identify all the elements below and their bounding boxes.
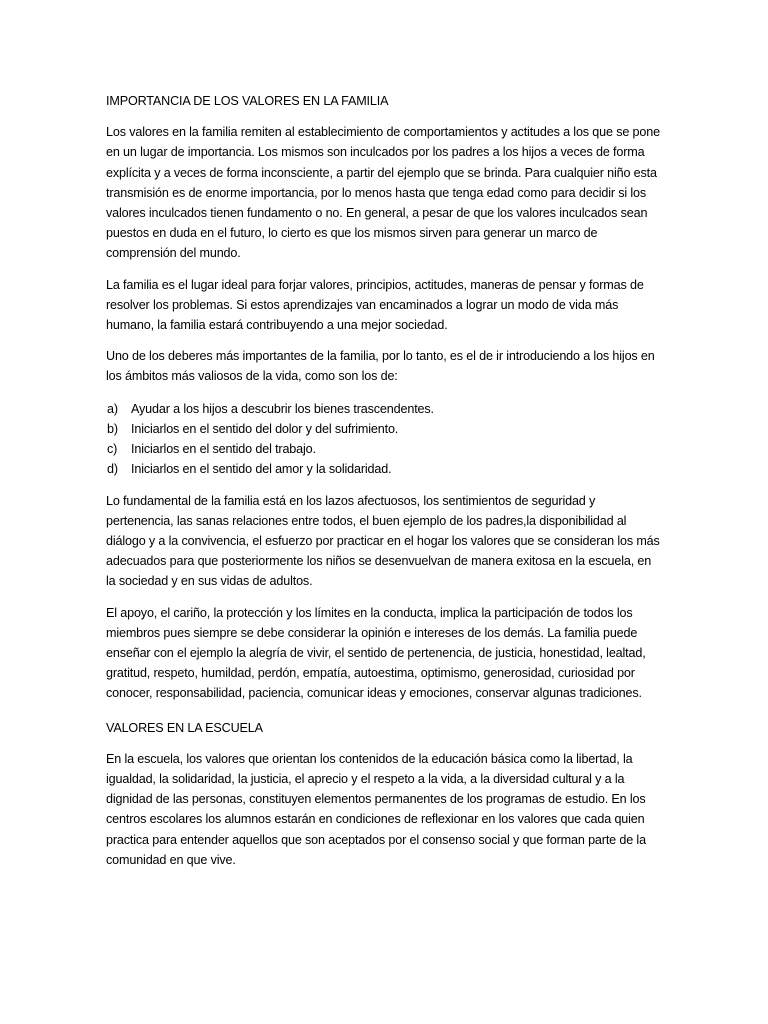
paragraph-family-ideal-place: La familia es el lugar ideal para forjar valores, principios, actitudes, maneras de pensar y formas de resolver los problemas. Si estos aprendizajes van encaminados a lograr un modo de vida más humano, la familia estará contribuyendo a una mejor sociedad. [106, 277, 644, 333]
list-marker: b) [107, 421, 118, 436]
list-item-text: Iniciarlos en el sentido del trabajo. [131, 441, 316, 456]
section-heading-family-values: IMPORTANCIA DE LOS VALORES EN LA FAMILIA [106, 94, 389, 108]
list-item [106, 459, 662, 479]
section-heading-school-values: VALORES EN LA ESCUELA [106, 720, 263, 735]
paragraph-family-duties: Uno de los deberes más importantes de la familia, por lo tanto, es el de ir introduciendo a los hijos en los ámbitos más valiosos de la vida, como son los de: [106, 349, 655, 384]
document-page [106, 91, 662, 881]
list-item [106, 439, 662, 459]
list-marker: a) [107, 401, 118, 416]
list-marker: d) [107, 461, 118, 476]
duties-list [106, 399, 662, 479]
paragraph-school-values: En la escuela, los valores que orientan los contenidos de la educación básica como la libertad, la igualdad, la solidaridad, la justicia, el aprecio y el respeto a la vida, a la diversidad cultural y a la dignidad de las personas, constituyen elementos permanentes de los programas de estudio. En los centros escolares los alumnos estarán en condiciones de reflexionar en los valores que cada quien practica para entender aquellos que son aceptados por el consenso social y que forman parte de la comunidad en que vive. [106, 751, 646, 867]
paragraph-family-values-intro: Los valores en la familia remiten al establecimiento de comportamientos y actitudes a los que se pone en un lugar de importancia. Los mismos son inculcados por los padres a los hijos a veces de forma explícita y a veces de forma inconsciente, a partir del ejemplo que se brinda. Para cualquier niño esta transmisión es de enorme importancia, por lo menos hasta que tenga edad como para decidir si los valores inculcados tienen fundamento o no. En general, a pesar de que los valores inculcados sean puestos en duda en el futuro, lo cierto es que los mismos sirven para generar un marco de comprensión del mundo. [106, 125, 660, 261]
list-item [106, 419, 662, 439]
list-item-text: Iniciarlos en el sentido del dolor y del sufrimiento. [131, 421, 399, 436]
list-item-text: Ayudar a los hijos a descubrir los bienes trascendentes. [131, 401, 434, 416]
list-item [106, 399, 662, 419]
list-marker: c) [107, 441, 118, 456]
list-item-text: Iniciarlos en el sentido del amor y la solidaridad. [131, 461, 392, 476]
paragraph-family-fundamentals: Lo fundamental de la familia está en los lazos afectuosos, los sentimientos de seguridad y pertenencia, las sanas relaciones entre todos, el buen ejemplo de los padres,la disponibilidad al diálogo y a la convivencia, el esfuerzo por practicar en el hogar los valores que se consideran los más adecuados para que posteriormente los niños se desenvuelvan de manera exitosa en la escuela, en la sociedad y en sus vidas de adultos. [106, 493, 660, 589]
paragraph-family-support: El apoyo, el cariño, la protección y los límites en la conducta, implica la participación de todos los miembros pues siempre se debe considerar la opinión e intereses de los demás. La familia puede enseñar con el ejemplo la alegría de vivir, el sentido de pertenencia, de justicia, honestidad, lealtad, gratitud, respeto, humildad, perdón, empatía, autoestima, optimismo, generosidad, curiosidad por conocer, responsabilidad, paciencia, comunicar ideas y emociones, conservar algunas tradiciones. [106, 605, 646, 701]
